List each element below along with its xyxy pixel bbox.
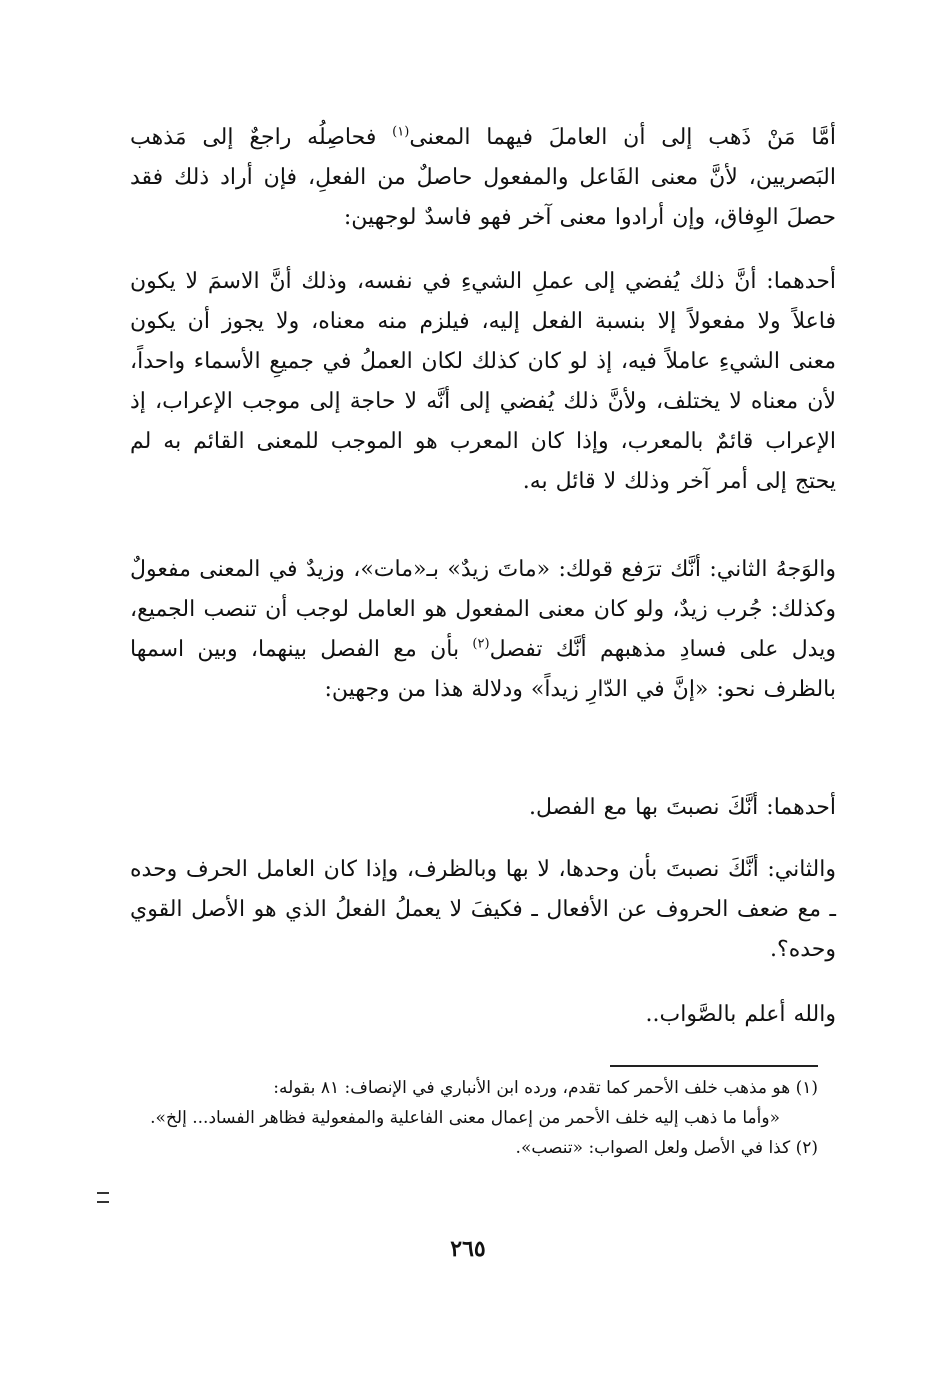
- footnotes: [128, 1073, 818, 1163]
- paragraph-6-text: والله أعلم بالصَّواب..: [645, 1002, 836, 1027]
- paragraph-2-text: أحدهما: أنَّ ذلك يُفضي إلى عملِ الشيءِ في نفسه، وذلك أنَّ الاسمَ لا يكون فاعلاً ولا مفعولاً إلا بنسبة الفعل إليه، فيلزم منه معناه، ولا يجوز أن يكون معنى الشيءِ عاملاً فيه، إذ لو كان كذلك لكان العملُ في جميعِ الأسماء واحداً، لأن معناه لا يختلف، ولأنَّ ذلك يُفضي إلى أنَّه لا حاجة إلى موجب الإعراب، إذ الإعراب قائمٌ بالمعرب، وإذا كان المعرب هو الموجب للمعنى القائم به لم يحتج إلى أمر آخر وذلك لا قائل به.: [130, 269, 836, 494]
- footnote-ref-1: (١): [392, 124, 410, 140]
- paragraph-4: [130, 788, 836, 828]
- paragraph-6: [130, 995, 836, 1035]
- paragraph-1: [130, 118, 836, 238]
- paragraph-3-text-a: والوَجهُ الثاني: أنَّك ترَفع قولك: «ماتَ زيدٌ» بـ«مات»، وزيدٌ في المعنى مفعولٌ وكذلك: جُرب زيدٌ، ولو كان معنى المفعول هو العامل لوجب أن تنصب الجميع، ويدل على فسادِ مذهبهم أنَّك تفصل: [130, 557, 836, 662]
- page-number: ٢٦٥: [450, 1236, 486, 1262]
- paragraph-1-text-a: أمَّا مَنْ ذَهب إلى أن العاملَ فيهما المعنى: [409, 125, 836, 150]
- footnote-1-line-1: (١) هو مذهب خلف الأحمر كما تقدم، ورده ابن الأنباري في الإنصاف: ٨١ بقوله:: [273, 1078, 818, 1098]
- paragraph-2: [130, 262, 836, 502]
- paragraph-5: [130, 850, 836, 970]
- paragraph-3-text-b: بأن مع الفصل بينهما، وبين اسمها بالظرف نحو: «إنَّ في الدّارِ زيداً» ودلالة هذا من وجهين:: [130, 637, 836, 702]
- paragraph-5-text: والثاني: أنَّكَ نصبتَ بأن وحدها، لا بها وبالظرف، وإذا كان العامل الحرف وحده ـ مع ضعف الحروف عن الأفعال ـ فكيفَ لا يعملُ الفعلُ الذي هو الأصل القوي وحده؟.: [130, 857, 836, 962]
- margin-mark: [97, 1192, 109, 1203]
- footnote-separator: [610, 1065, 818, 1067]
- paragraph-1-text-b: فحاصِلُه راجعٌ إلى مَذهب البَصريين، لأنَّ معنى الفَاعل والمفعول حاصلٌ من الفعلِ، فإن أراد ذلك فقد حصلَ الوِفاق، وإن أرادوا معنى آخر فهو فاسدٌ لوجهين:: [130, 125, 836, 230]
- paragraph-3: [130, 550, 836, 710]
- footnote-2: (٢) كذا في الأصل ولعل الصواب: «تنصب».: [515, 1138, 818, 1158]
- paragraph-4-text: أحدهما: أنَّكَ نصبتَ بها مع الفصل.: [528, 795, 836, 820]
- footnote-ref-2: (٢): [472, 636, 490, 652]
- footnote-1-line-2: «وأما ما ذهب إليه خلف الأحمر من إعمال معنى الفاعلية والمفعولية فظاهر الفساد... إلخ».: [150, 1108, 780, 1128]
